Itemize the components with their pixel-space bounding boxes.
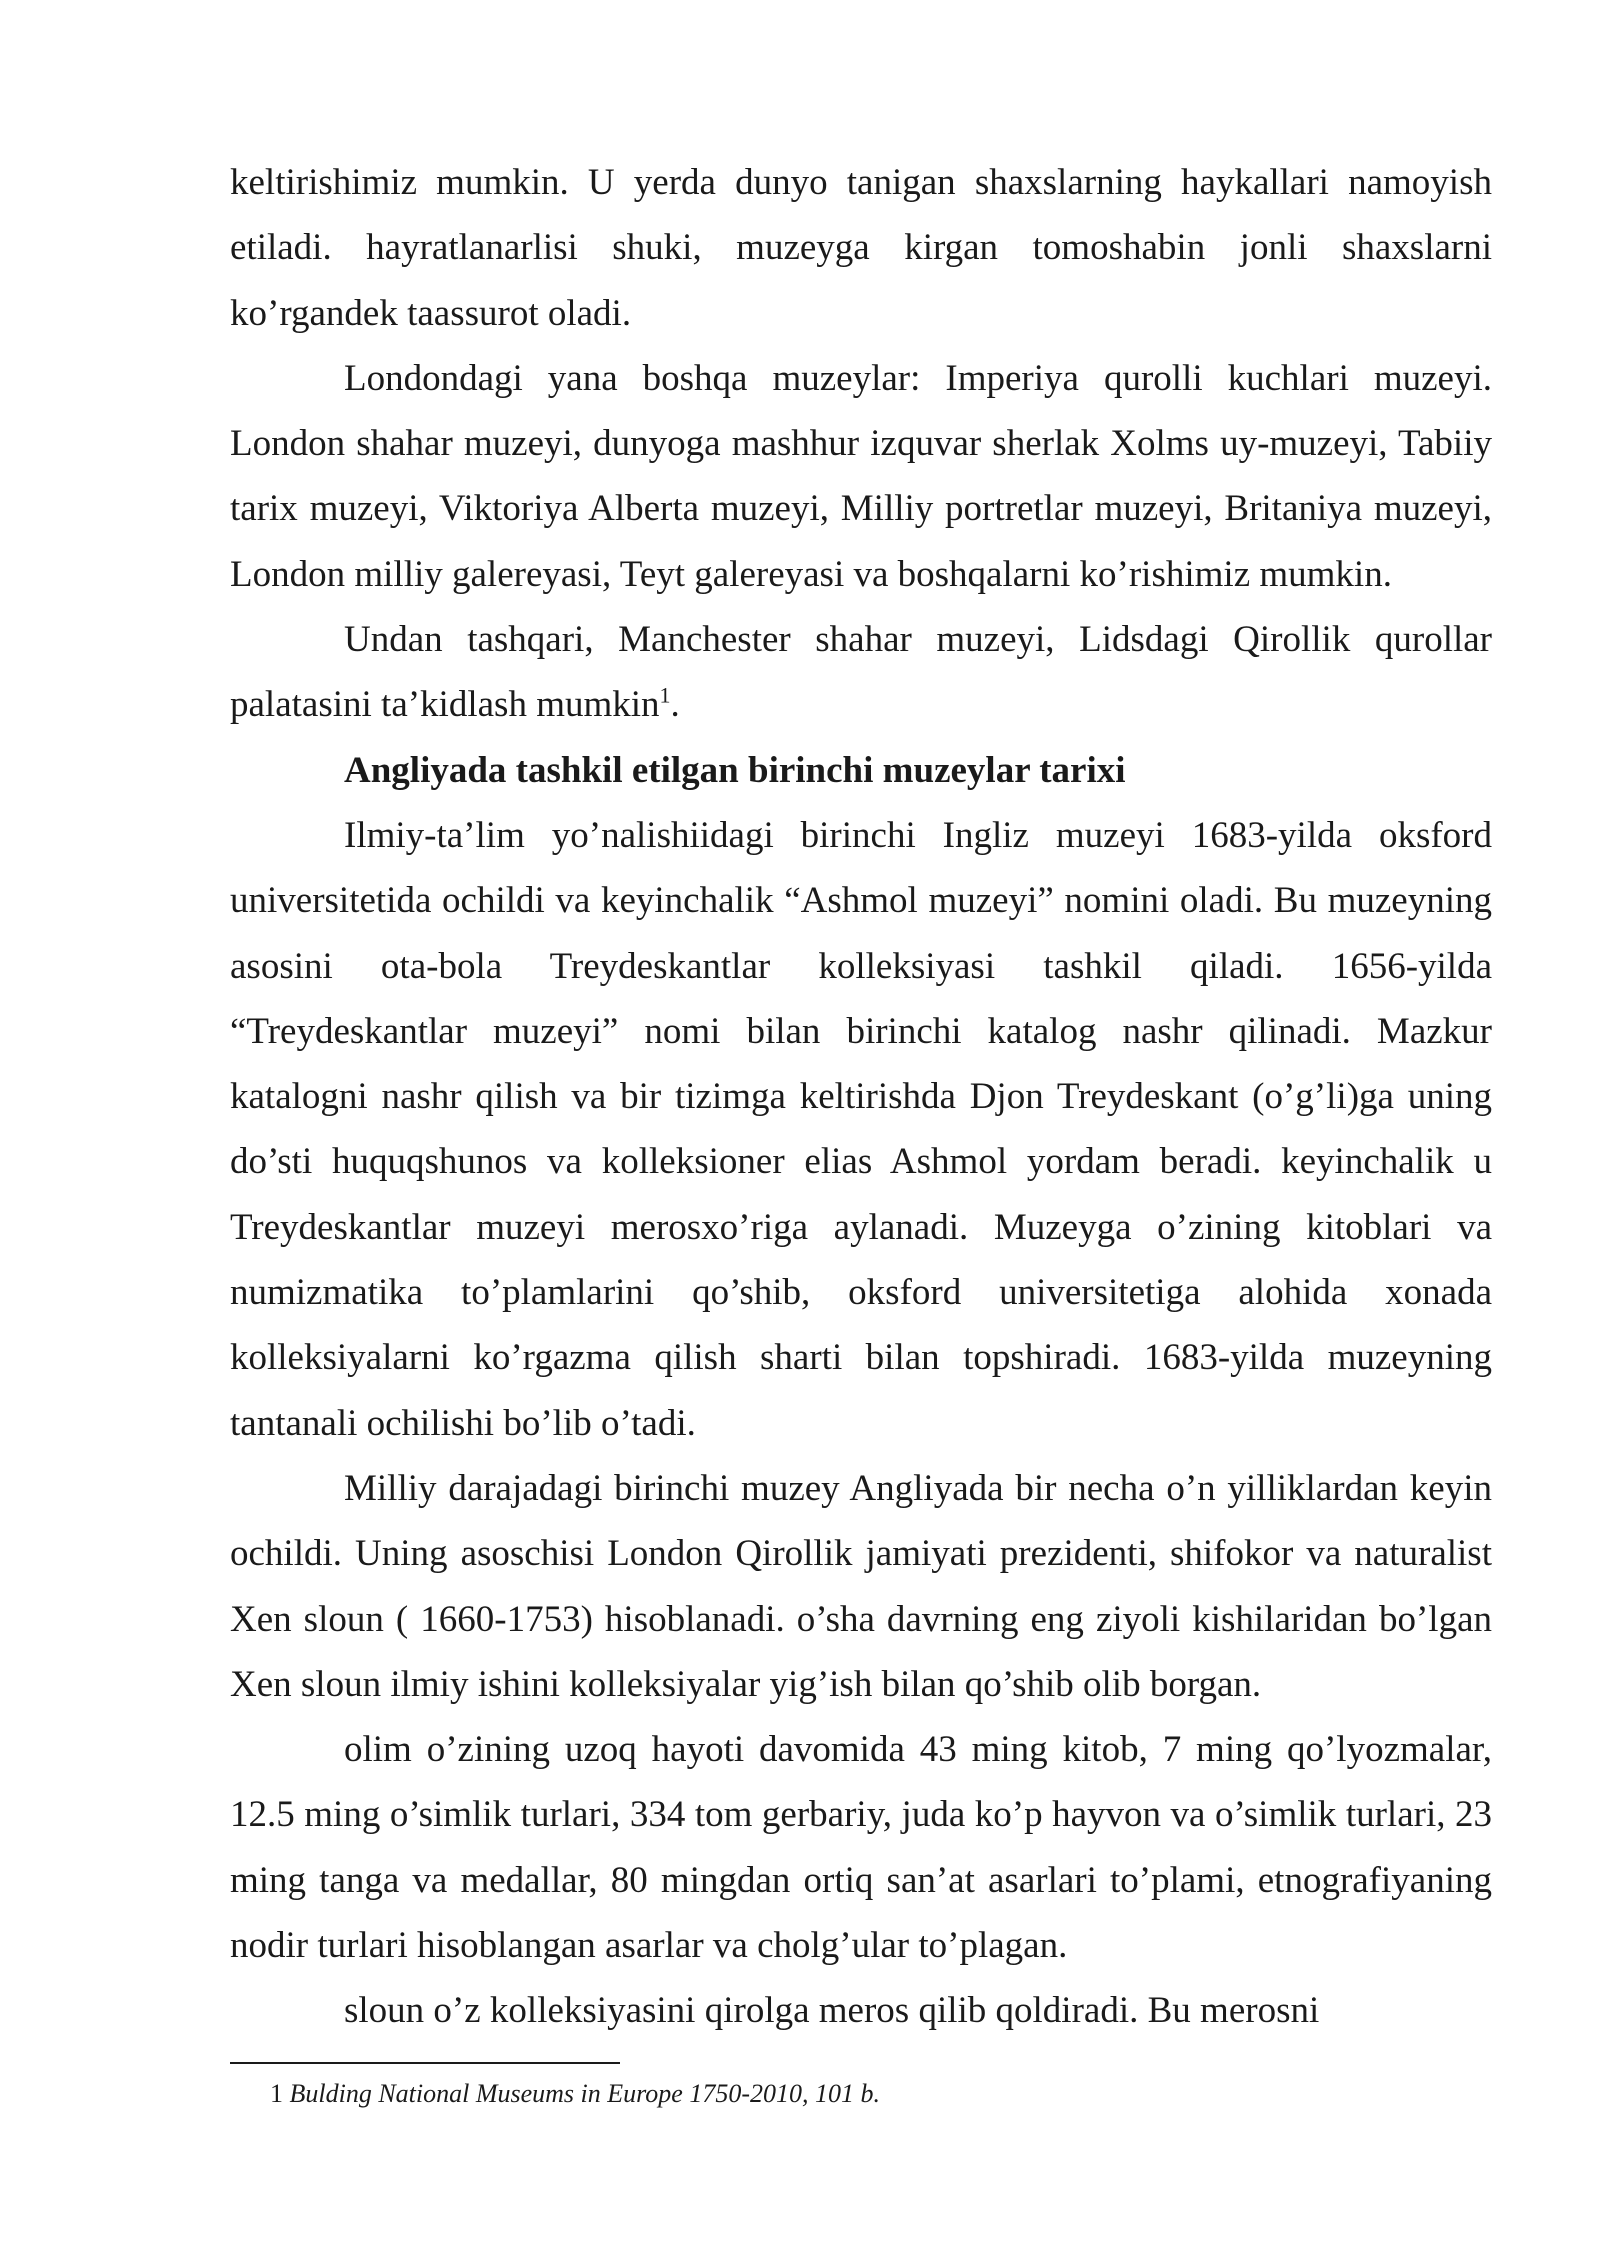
footnote-number: 1 [270,2079,283,2108]
paragraph-manchester-end: . [670,684,680,726]
footnote-source: Bulding National Museums in Europe 1750-2010, 101 b. [289,2079,881,2108]
paragraph-continuation: keltirishimiz mumkin. U yerda dunyo tanigan shaxslarning haykallari namoyish etiladi. hayratlanarlisi shuki, muzeyga kirgan tomoshabin jonli shaxslarni ko’rgandek taassurot oladi. [230,162,1492,334]
paragraph-first-national-museum: Milliy darajadagi birinchi muzey Angliyada bir necha o’n yilliklardan keyin ochildi. Uning asoschisi London Qirollik jamiyati prezidenti, shifokor va naturalist Xen sloun ( 1660-1753) hisoblanadi. o’sha davrning eng ziyoli kishilaridan bo’lgan Xen sloun ilmiy ishini kolleksiyalar yig’ish bilan qo’shib olib borgan. [230,1467,1492,1705]
paragraph-sloun-bequest: sloun o’z kolleksiyasini qirolga meros qilib qoldiradi. Bu merosni [344,1990,1320,2032]
footnote [270,2078,880,2110]
paragraph-manchester-text: Undan tashqari, Manchester shahar muzeyi, Lidsdagi Qirollik qurollar palatasini ta’kidlash mumkin [230,619,1492,726]
document-body [230,150,1492,2044]
paragraph-sloun-collection: olim o’zining uzoq hayoti davomida 43 ming kitob, 7 ming qo’lyozmalar, 12.5 ming o’simlik turlari, 334 tom gerbariy, juda ko’p hayvon va o’simlik turlari, 23 ming tanga va medallar, 80 mingdan ortiq san’at asarlari to’plami, etnografiyaning nodir turlari hisoblangan asarlar va cholg’ular to’plagan. [230,1729,1492,1967]
footnote-reference: 1 [659,683,671,709]
paragraph-london-museums: Londondagi yana boshqa muzeylar: Imperiya qurolli kuchlari muzeyi. London shahar muzeyi, dunyoga mashhur izquvar sherlak Xolms uy-muzeyi, Tabiiy tarix muzeyi, Viktoriya Alberta muzeyi, Milliy portretlar muzeyi, Britaniya muzeyi, London milliy galereyasi, Teyt galereyasi va boshqalarni ko’rishimiz mumkin. [230,357,1492,595]
section-heading: Angliyada tashkil etilgan birinchi muzeylar tarixi [344,749,1126,791]
paragraph-ashmol-museum: Ilmiy-ta’lim yo’nalishiidagi birinchi Ingliz muzeyi 1683-yilda oksford universitetida ochildi va keyinchalik “Ashmol muzeyi” nomini oladi. Bu muzeyning asosini ota-bola Treydeskantlar kolleksiyasi tashkil qiladi. 1656-yilda “Treydeskantlar muzeyi” nomi bilan birinchi katalog nashr qilinadi. Mazkur katalogni nashr qilish va bir tizimga keltirishda Djon Treydeskant (o’g’li)ga uning do’sti huquqshunos va kolleksioner elias Ashmol yordam beradi. keyinchalik u Treydeskantlar muzeyi merosxo’riga aylanadi. Muzeyga o’zining kitoblari va numizmatika to’plamlarini qo’shib, oksford universitetiga alohida xonada kolleksiyalarni ko’rgazma qilish sharti bilan topshiradi. 1683-yilda muzeyning tantanali ochilishi bo’lib o’tadi. [230,814,1492,1444]
paragraph-manchester [230,607,1492,738]
footnote-separator [230,2062,620,2064]
